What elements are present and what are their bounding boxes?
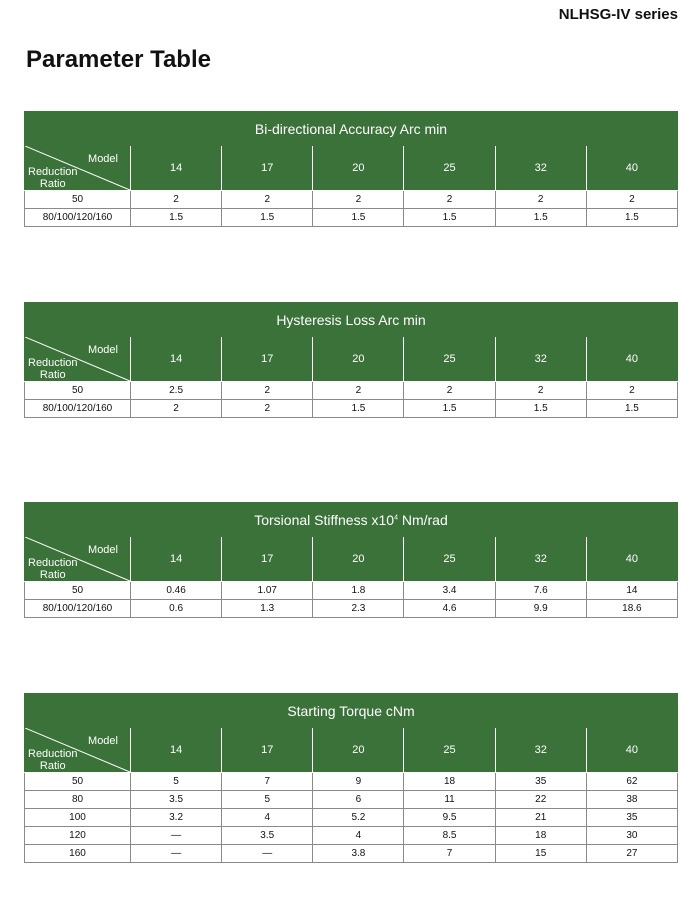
value-cell: 62: [586, 773, 677, 791]
ratio-cell: 120: [25, 827, 131, 845]
parameter-table: [24, 302, 678, 418]
parameter-table: [24, 502, 678, 618]
ratio-label: Ratio: [39, 760, 66, 772]
value-cell: 1.5: [404, 209, 495, 227]
series-name: NLHSG-IV series: [558, 6, 678, 23]
value-cell: 35: [495, 773, 586, 791]
reduction-label: Reduction: [28, 748, 78, 760]
value-cell: 2: [222, 382, 313, 400]
title-superscript: 4: [394, 513, 398, 521]
ratio-cell: 160: [25, 845, 131, 863]
value-cell: 2: [404, 382, 495, 400]
value-cell: 3.5: [222, 827, 313, 845]
model-header: 20: [313, 146, 404, 191]
diagonal-header-cell: [25, 146, 131, 191]
diagonal-header-cell: [25, 337, 131, 382]
value-cell: 8.5: [404, 827, 495, 845]
table-row: [25, 209, 678, 227]
table-row: [25, 809, 678, 827]
table-title: [25, 303, 678, 337]
table-row: [25, 382, 678, 400]
ratio-cell: 80/100/120/160: [25, 400, 131, 418]
model-header: 25: [404, 337, 495, 382]
reduction-ratio-label: [28, 557, 78, 581]
ratio-cell: 80/100/120/160: [25, 209, 131, 227]
ratio-label: Ratio: [39, 569, 66, 581]
model-header: 32: [495, 146, 586, 191]
value-cell: 9.5: [404, 809, 495, 827]
ratio-label: Ratio: [39, 178, 66, 190]
table-row: [25, 600, 678, 618]
model-header: 17: [222, 146, 313, 191]
model-header: 20: [313, 537, 404, 582]
parameter-table: [24, 693, 678, 863]
reduction-ratio-label: [28, 166, 78, 190]
value-cell: 2: [586, 191, 677, 209]
diagonal-header-cell: [25, 728, 131, 773]
table-title-text: Hysteresis Loss Arc min: [276, 311, 426, 328]
table-title: [25, 503, 678, 537]
model-header: 25: [404, 728, 495, 773]
value-cell: 18.6: [586, 600, 677, 618]
reduction-label: Reduction: [28, 357, 78, 369]
value-cell: 6: [313, 791, 404, 809]
parameter-table: [24, 111, 678, 227]
model-header: 25: [404, 537, 495, 582]
table-title-text: Starting Torque cNm: [287, 702, 415, 719]
table-title-text: Bi-directional Accuracy Arc min: [254, 120, 448, 137]
model-header: 14: [131, 337, 222, 382]
value-cell: 18: [495, 827, 586, 845]
value-cell: 30: [586, 827, 677, 845]
value-cell: 2: [131, 191, 222, 209]
value-cell: 7: [222, 773, 313, 791]
value-cell: 0.6: [131, 600, 222, 618]
table-row: [25, 191, 678, 209]
reduction-ratio-label: [28, 748, 78, 772]
table-row: [25, 845, 678, 863]
value-cell: 2.3: [313, 600, 404, 618]
value-cell: 1.5: [586, 209, 677, 227]
reduction-label: Reduction: [28, 166, 78, 178]
model-header: 40: [586, 146, 677, 191]
value-cell: 0.46: [131, 582, 222, 600]
table-row: [25, 582, 678, 600]
value-cell: 22: [495, 791, 586, 809]
page-title: Parameter Table: [26, 46, 211, 73]
value-cell: 4.6: [404, 600, 495, 618]
value-cell: 2: [131, 400, 222, 418]
model-header: 17: [222, 337, 313, 382]
table-title: [25, 112, 678, 146]
value-cell: 2: [404, 191, 495, 209]
ratio-label: Ratio: [39, 369, 66, 381]
value-cell: —: [222, 845, 313, 863]
value-cell: 2: [222, 400, 313, 418]
ratio-cell: 50: [25, 773, 131, 791]
model-header: 40: [586, 337, 677, 382]
value-cell: 7.6: [495, 582, 586, 600]
model-label: Model: [88, 153, 118, 165]
value-cell: 2.5: [131, 382, 222, 400]
value-cell: 15: [495, 845, 586, 863]
table-row: [25, 773, 678, 791]
value-cell: 1.5: [586, 400, 677, 418]
reduction-label: Reduction: [28, 557, 78, 569]
table-title-unit: Nm/rad: [397, 511, 448, 528]
value-cell: 27: [586, 845, 677, 863]
table-row: [25, 791, 678, 809]
value-cell: 2: [495, 191, 586, 209]
model-label: Model: [88, 735, 118, 747]
model-label: Model: [88, 344, 118, 356]
value-cell: 2: [586, 382, 677, 400]
table-title: [25, 694, 678, 728]
ratio-cell: 50: [25, 582, 131, 600]
model-header: 17: [222, 537, 313, 582]
model-header: 40: [586, 537, 677, 582]
ratio-cell: 80: [25, 791, 131, 809]
table-row: [25, 827, 678, 845]
model-header: 14: [131, 146, 222, 191]
value-cell: 1.07: [222, 582, 313, 600]
value-cell: 3.2: [131, 809, 222, 827]
value-cell: 3.5: [131, 791, 222, 809]
model-header: 14: [131, 728, 222, 773]
reduction-ratio-label: [28, 357, 78, 381]
value-cell: 5: [222, 791, 313, 809]
value-cell: 38: [586, 791, 677, 809]
value-cell: 7: [404, 845, 495, 863]
value-cell: 4: [222, 809, 313, 827]
model-label: Model: [88, 544, 118, 556]
model-header: 14: [131, 537, 222, 582]
value-cell: 4: [313, 827, 404, 845]
value-cell: —: [131, 827, 222, 845]
value-cell: 1.8: [313, 582, 404, 600]
value-cell: 5.2: [313, 809, 404, 827]
diagonal-header-cell: [25, 537, 131, 582]
value-cell: 2: [313, 191, 404, 209]
value-cell: 2: [495, 382, 586, 400]
value-cell: 1.5: [222, 209, 313, 227]
model-header: 20: [313, 728, 404, 773]
model-header: 20: [313, 337, 404, 382]
value-cell: 1.5: [404, 400, 495, 418]
value-cell: 21: [495, 809, 586, 827]
value-cell: 11: [404, 791, 495, 809]
model-header: 17: [222, 728, 313, 773]
value-cell: 1.5: [313, 400, 404, 418]
value-cell: 9: [313, 773, 404, 791]
table-title-text: Torsional Stiffness x10: [254, 511, 395, 528]
value-cell: 1.3: [222, 600, 313, 618]
value-cell: 18: [404, 773, 495, 791]
ratio-cell: 100: [25, 809, 131, 827]
value-cell: —: [131, 845, 222, 863]
value-cell: 1.5: [495, 209, 586, 227]
value-cell: 1.5: [313, 209, 404, 227]
ratio-cell: 50: [25, 382, 131, 400]
ratio-cell: 50: [25, 191, 131, 209]
value-cell: 1.5: [131, 209, 222, 227]
model-header: 32: [495, 337, 586, 382]
model-header: 32: [495, 537, 586, 582]
value-cell: 14: [586, 582, 677, 600]
value-cell: 2: [222, 191, 313, 209]
table-row: [25, 400, 678, 418]
value-cell: 3.8: [313, 845, 404, 863]
model-header: 32: [495, 728, 586, 773]
value-cell: 3.4: [404, 582, 495, 600]
value-cell: 9.9: [495, 600, 586, 618]
value-cell: 35: [586, 809, 677, 827]
value-cell: 5: [131, 773, 222, 791]
model-header: 25: [404, 146, 495, 191]
value-cell: 1.5: [495, 400, 586, 418]
model-header: 40: [586, 728, 677, 773]
value-cell: 2: [313, 382, 404, 400]
ratio-cell: 80/100/120/160: [25, 600, 131, 618]
